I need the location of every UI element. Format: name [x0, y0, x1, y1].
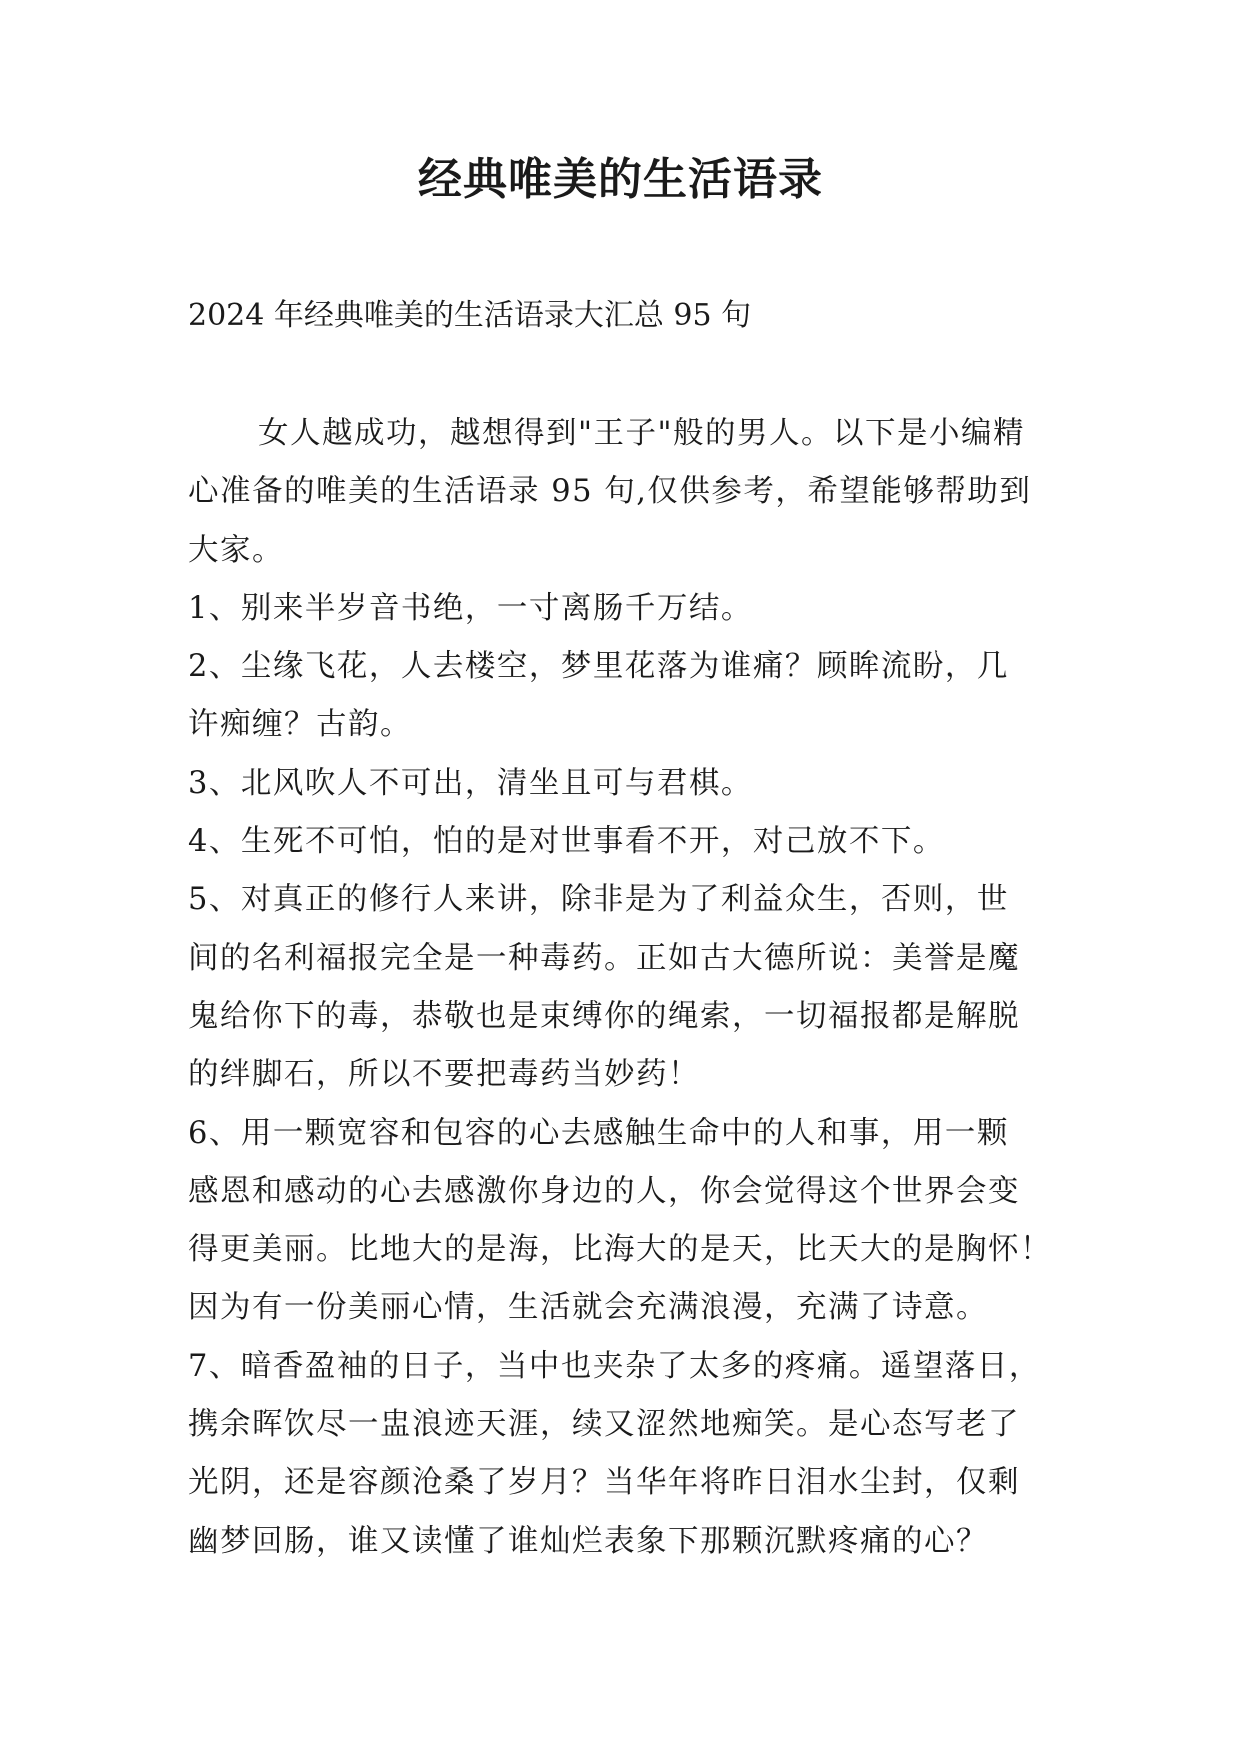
body-line: 4、生死不可怕，怕的是对世事看不开，对己放不下。 [188, 824, 945, 860]
body-line: 间的名利福报完全是一种毒药。正如古大德所说：美誉是魔 [188, 940, 1020, 976]
body-line: 鬼给你下的毒，恭敬也是束缚你的绳索，一切福报都是解脱 [188, 998, 1020, 1034]
body-line: 携余晖饮尽一盅浪迹天涯，续又涩然地痴笑。是心态写老了 [188, 1407, 1020, 1443]
body-line: 1、别来半岁音书绝，一寸离肠千万结。 [188, 590, 753, 626]
body-line: 大家。 [188, 532, 284, 568]
body-line: 因为有一份美丽心情，生活就会充满浪漫，充满了诗意。 [188, 1290, 988, 1326]
body-line: 2、尘缘飞花，人去楼空，梦里花落为谁痛？顾眸流盼，几 [188, 649, 1009, 685]
document-body [188, 405, 1068, 1571]
body-line: 3、北风吹人不可出，清坐且可与君棋。 [188, 765, 753, 801]
document-subtitle: 2024 年经典唯美的生活语录大汇总 95 句 [188, 298, 752, 333]
body-line: 5、对真正的修行人来讲，除非是为了利益众生，否则，世 [188, 882, 1009, 918]
body-line: 女人越成功，越想得到"王子"般的男人。以下是小编精 [258, 416, 1026, 451]
body-line: 得更美丽。比地大的是海，比海大的是天，比天大的是胸怀！ [188, 1232, 1052, 1268]
body-line: 心准备的唯美的生活语录 95 句,仅供参考，希望能够帮助到 [188, 474, 1032, 510]
document-title: 经典唯美的生活语录 [418, 154, 823, 205]
body-line: 光阴，还是容颜沧桑了岁月？当华年将昨日泪水尘封，仅剩 [188, 1465, 1020, 1501]
body-line: 6、用一颗宽容和包容的心去感触生命中的人和事，用一颗 [188, 1115, 1009, 1151]
body-line: 许痴缠？古韵。 [188, 707, 412, 743]
body-line: 的绊脚石，所以不要把毒药当妙药！ [188, 1057, 700, 1093]
body-line: 幽梦回肠，谁又读懂了谁灿烂表象下那颗沉默疼痛的心？ [188, 1523, 988, 1559]
body-line: 感恩和感动的心去感激你身边的人，你会觉得这个世界会变 [188, 1173, 1020, 1209]
body-line: 7、暗香盈袖的日子，当中也夹杂了太多的疼痛。遥望落日， [188, 1348, 1041, 1384]
